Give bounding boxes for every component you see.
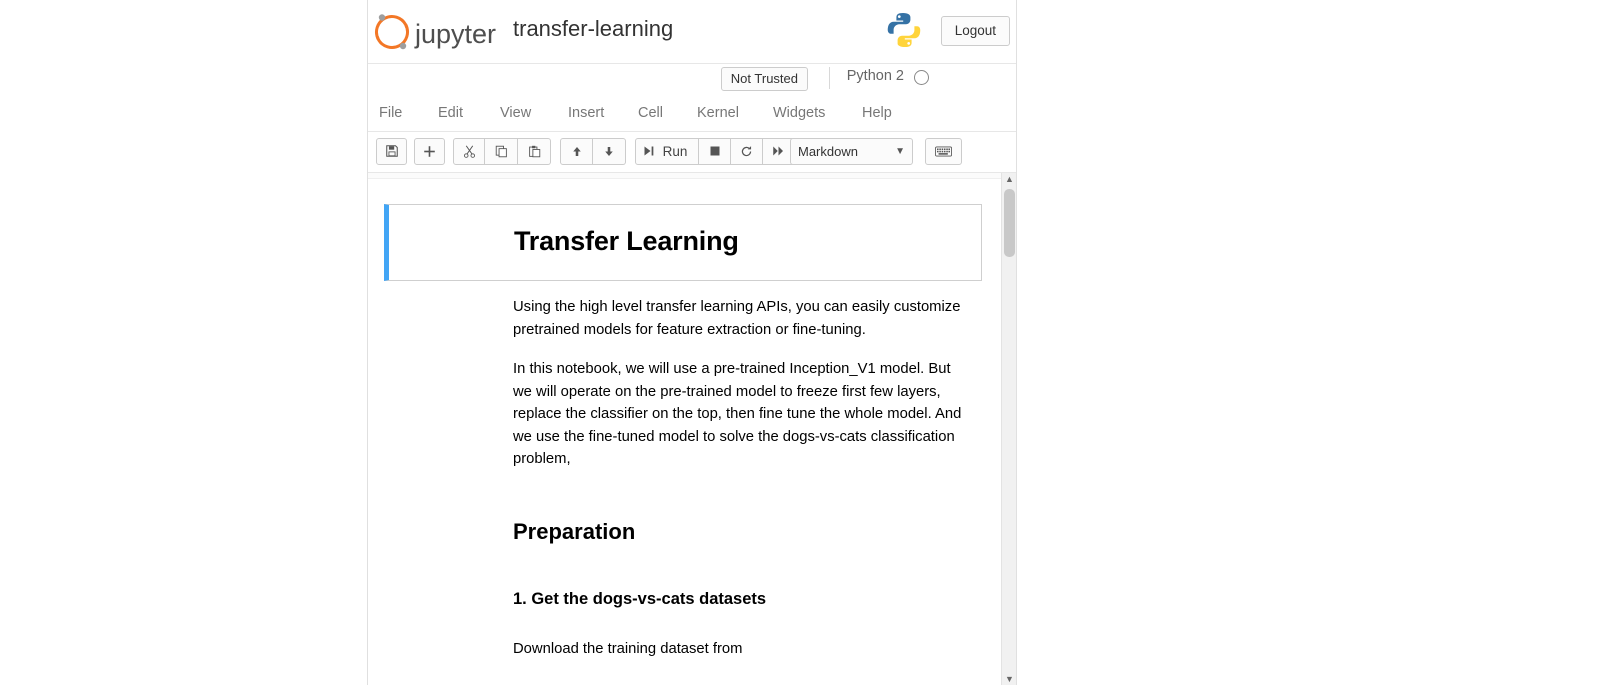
- restart-kernel-button[interactable]: [731, 138, 763, 165]
- heading-step-1: 1. Get the dogs-vs-cats datasets: [513, 590, 767, 608]
- trust-and-kernel-bar: [368, 64, 1016, 98]
- trust-status-button[interactable]: Not Trusted: [721, 67, 808, 91]
- logout-button[interactable]: Logout: [941, 16, 1010, 46]
- cut-cell-button[interactable]: [453, 138, 485, 165]
- save-button[interactable]: [376, 138, 407, 165]
- menu-view[interactable]: View: [500, 105, 532, 121]
- run-label: Run: [662, 144, 688, 159]
- paragraph-intro: Using the high level transfer learning APIs, you can easily customize pretrained models for feature extraction or fine-tuning.: [513, 299, 961, 338]
- caret-down-icon[interactable]: ▼: [1005, 674, 1014, 684]
- chevron-down-icon: ▼: [895, 146, 905, 157]
- menu-file[interactable]: File: [379, 105, 403, 121]
- vertical-scrollbar[interactable]: [1001, 173, 1016, 685]
- cell-type-value: Markdown: [798, 144, 858, 159]
- jupyter-logo[interactable]: [373, 12, 498, 52]
- move-cell-down-button[interactable]: [593, 138, 626, 165]
- run-cell-button[interactable]: [635, 138, 699, 165]
- menu-widgets[interactable]: Widgets: [773, 105, 826, 121]
- markdown-cell-title[interactable]: [384, 204, 982, 281]
- kernel-separator: [829, 67, 830, 89]
- interrupt-kernel-button[interactable]: [699, 138, 731, 165]
- python-logo-icon: [886, 10, 922, 50]
- caret-up-icon[interactable]: ▲: [1005, 174, 1014, 184]
- menu-cell[interactable]: Cell: [638, 105, 663, 121]
- scrollbar-thumb[interactable]: [1004, 189, 1015, 257]
- heading-preparation: Preparation: [513, 519, 636, 544]
- jupyter-notebook-app: [367, 0, 1017, 685]
- svg-text:jupyter: jupyter: [415, 19, 497, 49]
- notebook-scroll-area: [368, 173, 1016, 685]
- menu-kernel[interactable]: Kernel: [697, 105, 739, 121]
- keyboard-shortcuts-button[interactable]: [925, 138, 962, 165]
- notebook-header: [368, 0, 1016, 64]
- notebook-cells: [368, 179, 1000, 685]
- notebook-name[interactable]: transfer-learning: [513, 16, 674, 41]
- toolbar: [368, 132, 1016, 173]
- menu-bar: [368, 98, 1016, 132]
- insert-cell-button[interactable]: [414, 138, 445, 165]
- notebook-heading-1: Transfer Learning: [514, 226, 739, 256]
- copy-cell-button[interactable]: [485, 138, 518, 165]
- kernel-idle-icon[interactable]: [914, 70, 929, 85]
- move-cell-up-button[interactable]: [560, 138, 593, 165]
- menu-insert[interactable]: Insert: [568, 105, 605, 121]
- paragraph-download: Download the training dataset from: [513, 641, 743, 657]
- paragraph-description: In this notebook, we will use a pre-trained Inception_V1 model. But we will operate on the pre-trained model to freeze first few layers, replace the classifier on the top, then fine tune the whole model. And we use the fine-tuned model to solve the dogs-vs-cats classification problem,: [513, 361, 962, 467]
- menu-help[interactable]: Help: [862, 105, 892, 121]
- paste-cell-button[interactable]: [518, 138, 551, 165]
- cell-type-select[interactable]: [790, 138, 913, 165]
- kernel-name-label: Python 2: [846, 68, 904, 84]
- menu-edit[interactable]: Edit: [438, 105, 463, 121]
